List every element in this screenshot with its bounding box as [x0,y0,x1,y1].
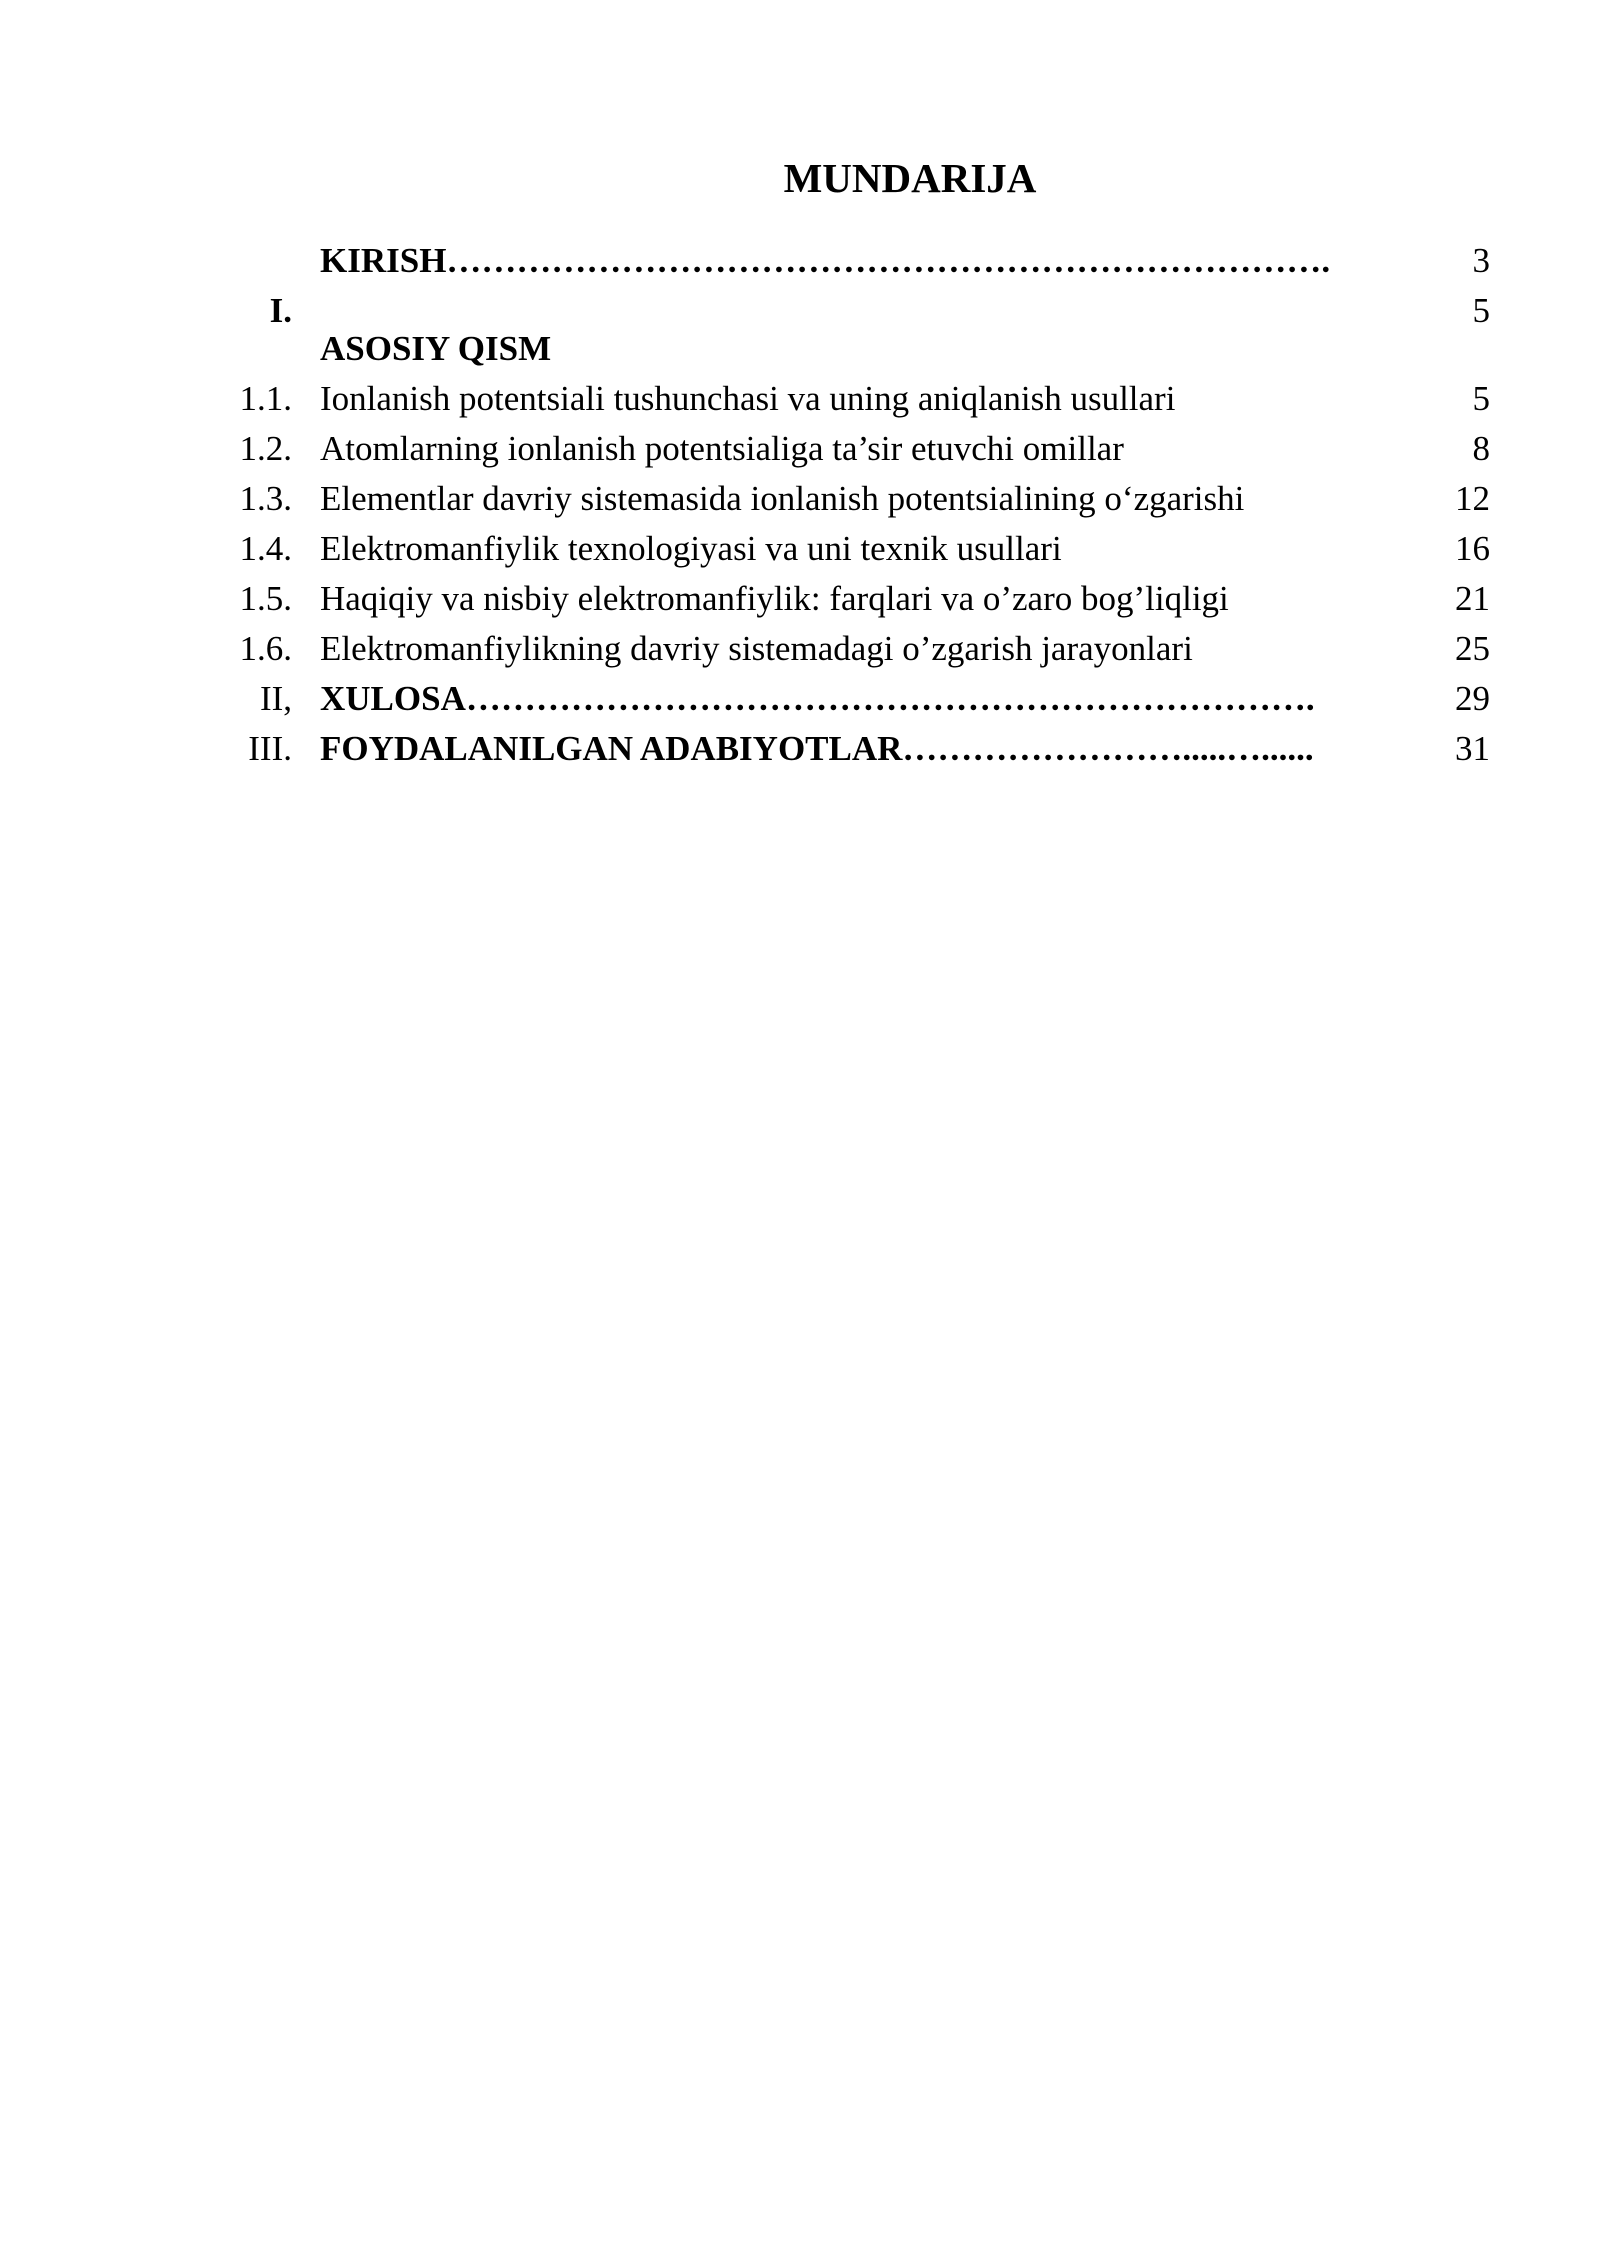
toc-entry-number: 1.5. [239,579,292,618]
toc-entry-number: 1.6. [239,629,292,668]
toc-entry-page: 5 [1472,291,1490,330]
toc-entry-label: FOYDALANILGAN ADABIYOTLAR…………………….....…...... [320,729,1314,768]
toc-entry-number: 1.2. [239,429,292,468]
toc-entry-page: 25 [1455,629,1490,668]
toc-entry-label: Elementlar davriy sistemasida ionlanish potentsialining o‘zgarishi [320,479,1245,518]
toc-entry-label: XULOSA………………………………………………………………. [320,679,1315,718]
toc-entry-1-2 [0,424,1600,474]
toc-entry-adabiyotlar [0,724,1600,774]
toc-entry-page: 8 [1472,429,1490,468]
toc-entry-label: Ionlanish potentsiali tushunchasi va uning aniqlanish usullari [320,379,1176,418]
toc-entry-page: 31 [1455,729,1490,768]
toc-entry-page: 3 [1472,241,1490,280]
toc-entry-number: 1.4. [239,529,292,568]
toc-entry-page: 21 [1455,579,1490,618]
toc-entry-page: 12 [1455,479,1490,518]
toc-entry-page: 29 [1455,679,1490,718]
toc-entry-page: 16 [1455,529,1490,568]
toc-entry-number: 1.1. [239,379,292,418]
toc-entry-label: Haqiqiy va nisbiy elektromanfiylik: farqlari va o’zaro bog’liqligi [320,579,1229,618]
toc-entry-label: ASOSIY QISM [320,329,552,368]
toc-entry-label: Elektromanfiylikning davriy sistemadagi o’zgarish jarayonlari [320,629,1193,668]
toc-entry-label: KIRISH…………………………………………………………………. [320,241,1331,280]
toc-entry-kirish [0,236,1600,286]
toc-entry-number: I. [269,291,292,330]
toc-entry-1-3 [0,474,1600,524]
toc-entry-label: Atomlarning ionlanish potentsialiga ta’sir etuvchi omillar [320,429,1124,468]
toc-entry-number: III. [248,729,292,768]
page-title: MUNDARIJA [783,155,1037,201]
toc-entry-1-5 [0,574,1600,624]
toc-entry-1-4 [0,524,1600,574]
toc-entry-label: Elektromanfiylik texnologiyasi va uni texnik usullari [320,529,1062,568]
toc-entry-1-1 [0,374,1600,424]
toc-entry-number: 1.3. [239,479,292,518]
toc-entry-number: II, [259,679,292,718]
toc-entry-asosiy-qism-label-line [0,324,1600,374]
toc-entry-page: 5 [1472,379,1490,418]
toc-entry-xulosa [0,674,1600,724]
toc-entry-1-6 [0,624,1600,674]
